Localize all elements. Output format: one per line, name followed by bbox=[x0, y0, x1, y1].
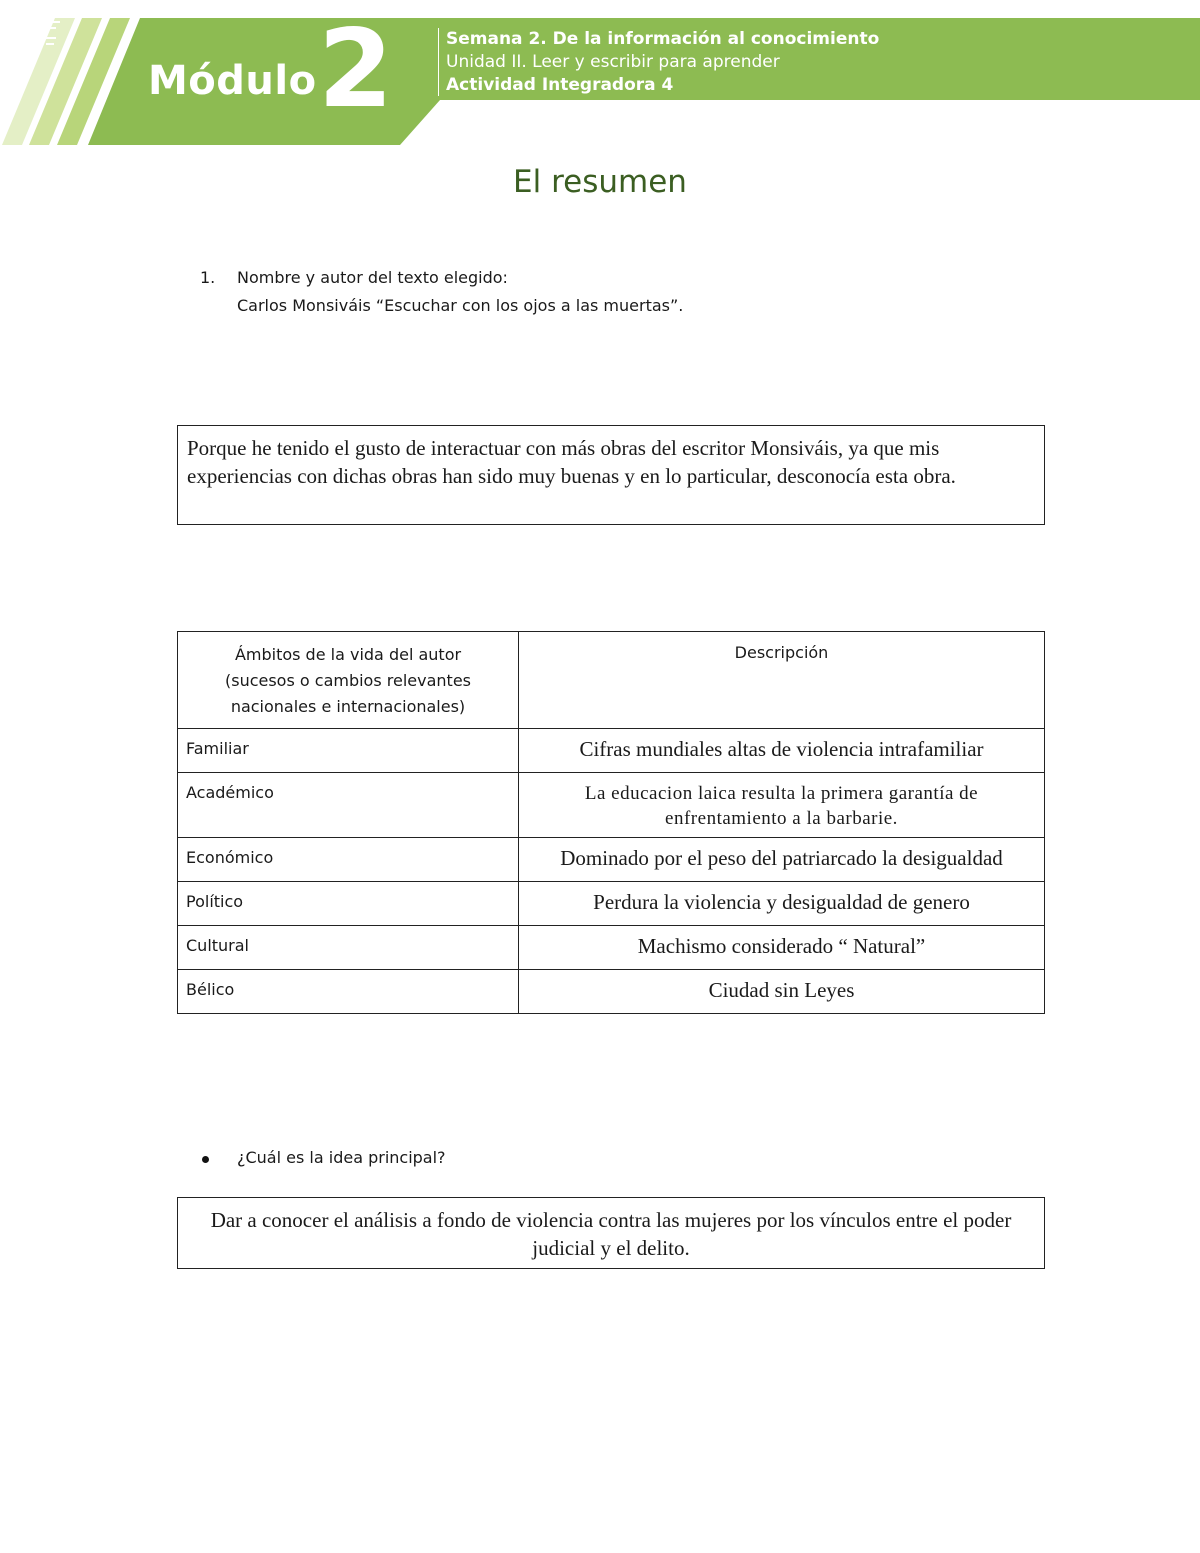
header-ambitos-line3: nacionales e internacionales) bbox=[230, 697, 466, 716]
module-label: Módulo bbox=[148, 58, 317, 104]
table-row bbox=[178, 882, 1045, 926]
list-number: 1. bbox=[200, 268, 216, 287]
table-row bbox=[178, 838, 1045, 882]
descripcion-cell: Ciudad sin Leyes bbox=[519, 970, 1045, 1014]
reason-box: Porque he tenido el gusto de interactuar con más obras del escritor Monsiváis, ya que mis experiencias con dichas obras han sido muy buenas y en lo particular, desconocía esta obra. bbox=[177, 425, 1045, 525]
header-descripcion: Descripción bbox=[519, 632, 1045, 729]
question-text: ¿Cuál es la idea principal? bbox=[237, 1148, 446, 1167]
table-header-row bbox=[178, 632, 1045, 729]
text-name-value: Carlos Monsiváis “Escuchar con los ojos a las muertas”. bbox=[237, 296, 684, 315]
table-row bbox=[178, 926, 1045, 970]
header-text-block bbox=[438, 28, 879, 96]
descripcion-cell: Machismo considerado “ Natural” bbox=[519, 926, 1045, 970]
descripcion-cell: La educacion laica resulta la primera garantía de enfrentamiento a la barbarie. bbox=[519, 773, 1045, 838]
week-title: Semana 2. De la información al conocimiento bbox=[446, 29, 880, 49]
text-name-label: Nombre y autor del texto elegido: bbox=[237, 268, 508, 287]
table-row bbox=[178, 773, 1045, 838]
header-ambitos-line1: Ámbitos de la vida del autor bbox=[234, 645, 462, 664]
descripcion-cell: Perdura la violencia y desigualdad de genero bbox=[519, 882, 1045, 926]
descripcion-cell: Dominado por el peso del patriarcado la desigualdad bbox=[519, 838, 1045, 882]
author-life-table bbox=[177, 631, 1045, 1014]
header-banner bbox=[0, 0, 1200, 150]
bullet-icon bbox=[202, 1156, 209, 1163]
page-title: El resumen bbox=[513, 164, 687, 200]
answer-box: Dar a conocer el análisis a fondo de violencia contra las mujeres por los vínculos entre el poder judicial y el delito. bbox=[177, 1197, 1045, 1269]
descripcion-cell: Cifras mundiales altas de violencia intrafamiliar bbox=[519, 729, 1045, 773]
prepa-en-linea-sep-logo-icon bbox=[0, 0, 66, 52]
ambito-cell: Político bbox=[178, 882, 519, 926]
ambito-cell: Académico bbox=[178, 773, 519, 838]
header-ambitos bbox=[178, 632, 519, 729]
ambito-cell: Bélico bbox=[178, 970, 519, 1014]
table-row bbox=[178, 970, 1045, 1014]
ambito-cell: Económico bbox=[178, 838, 519, 882]
module-number: 2 bbox=[318, 7, 394, 132]
unit-title: Unidad II. Leer y escribir para aprender bbox=[446, 52, 780, 72]
table-row bbox=[178, 729, 1045, 773]
ambito-cell: Familiar bbox=[178, 729, 519, 773]
header-ambitos-line2: (sucesos o cambios relevantes bbox=[224, 671, 471, 690]
activity-title: Actividad Integradora 4 bbox=[446, 75, 674, 95]
ambito-cell: Cultural bbox=[178, 926, 519, 970]
